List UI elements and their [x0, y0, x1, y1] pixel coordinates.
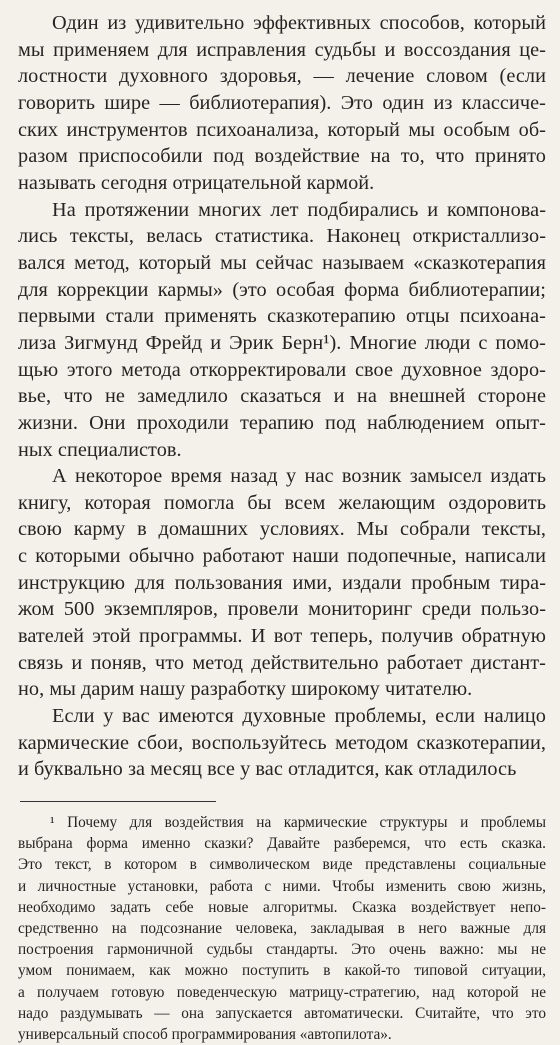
text-line: жом 500 экземпляров, провели мониторинг среди пользо-: [18, 598, 546, 621]
text-line: жизни. Они проходили терапию под наблюдением опыт-: [18, 411, 546, 434]
text-line: вателей этой программы. И вот теперь, получив обратную: [18, 625, 546, 648]
text-line: лиза Зигмунд Фрейд и Эрик Берн¹). Многие люди с помо-: [18, 331, 546, 354]
footnote-line: Это текст, в котором в символическом виде представлены социальные: [18, 856, 546, 874]
text-line: ских инструментов психоанализа, который мы особым об-: [18, 118, 546, 141]
footnote-line: выбрана форма именно сказки? Давайте разберемся, что есть сказка.: [18, 835, 546, 853]
footnote-line: а получаем готовую поведенческую матрицу-стратегию, над которой не: [18, 983, 546, 1001]
footnote-line: универсальный способ программирования «автопилота».: [18, 1026, 392, 1044]
text-line: свою карму в домашних условиях. Мы собрали тексты,: [18, 518, 546, 541]
text-line: первыми стали применять сказкотерапию отцы психоана-: [18, 305, 546, 328]
paragraph: [18, 197, 546, 464]
text-line: На протяжении многих лет подбирались и компонова-: [52, 198, 546, 221]
text-line: вье, что не замедлило сказаться и на внешней стороне: [18, 385, 546, 408]
paragraph: [18, 10, 546, 197]
text-line: разом приспособили под воздействие на то, что принято: [18, 145, 546, 168]
text-line: но, мы дарим нашу разработку широкому читателю.: [18, 678, 473, 701]
text-line: А некоторое время назад у нас возник замысел издать: [52, 465, 546, 488]
text-line: с которыми обычно работают наши подопечные, написали: [18, 545, 546, 568]
text-line: вался метод, который мы сейчас называем «сказкотерапия: [18, 251, 546, 274]
paragraph: [18, 703, 546, 783]
main-text: [18, 10, 546, 783]
text-line: Один из удивительно эффективных способов, который: [52, 12, 546, 34]
footnote-line: и личностные установки, работа с ними. Чтобы изменить свою жизнь,: [18, 877, 546, 895]
text-line: связь и поняв, что метод действительно работает дистант-: [18, 651, 546, 674]
text-line: кармические сбои, воспользуйтесь методом сказкотерапии,: [18, 731, 546, 754]
text-line: Если у вас имеются духовные проблемы, если налицо: [52, 705, 546, 728]
footnote-line: необходимо задать себе новые алгоритмы. Сказка воздействует непо-: [18, 898, 546, 916]
text-line: лись тексты, велась статистика. Наконец откристаллизо-: [18, 225, 546, 248]
text-line: ных специалистов.: [18, 438, 182, 461]
paragraph: [18, 463, 546, 703]
footnote: [18, 812, 546, 1045]
text-line: лостности духовного здоровья, — лечение словом (если: [18, 65, 546, 88]
footnote-line: надо раздумывать — она запускается автоматически. Считайте, что это: [18, 1004, 546, 1022]
footnote-divider: [20, 801, 216, 802]
text-line: книгу, которая помогла бы всем желающим оздоровить: [18, 491, 546, 514]
footnote-line: средственно на подсознание человека, закладывая в него важные для: [18, 920, 546, 938]
text-line: мы применяем для исправления судьбы и воссоздания це-: [18, 38, 546, 61]
text-line: для коррекции кармы» (это особая форма библиотерапии;: [18, 278, 546, 301]
text-line: инструкцию для пользования ими, издали пробным тира-: [18, 571, 546, 594]
text-line: и буквально за месяц все у вас отладится, как отладилось: [18, 758, 517, 781]
text-line: говорить шире — библиотерапия). Это один из классиче-: [18, 91, 546, 114]
footnote-line: умом понимаем, как можно поступить в какой-то типовой ситуации,: [18, 962, 546, 980]
text-line: называть сегодня отрицательной кармой.: [18, 171, 375, 194]
footnote-line: ¹ Почему для воздействия на кармические структуры и проблемы: [50, 814, 546, 832]
footnote-line: построения гармоничной судьбы стандарты. Это очень важно: мы не: [18, 941, 546, 959]
text-line: щью этого метода откорректировали свое духовное здоро-: [18, 358, 546, 381]
